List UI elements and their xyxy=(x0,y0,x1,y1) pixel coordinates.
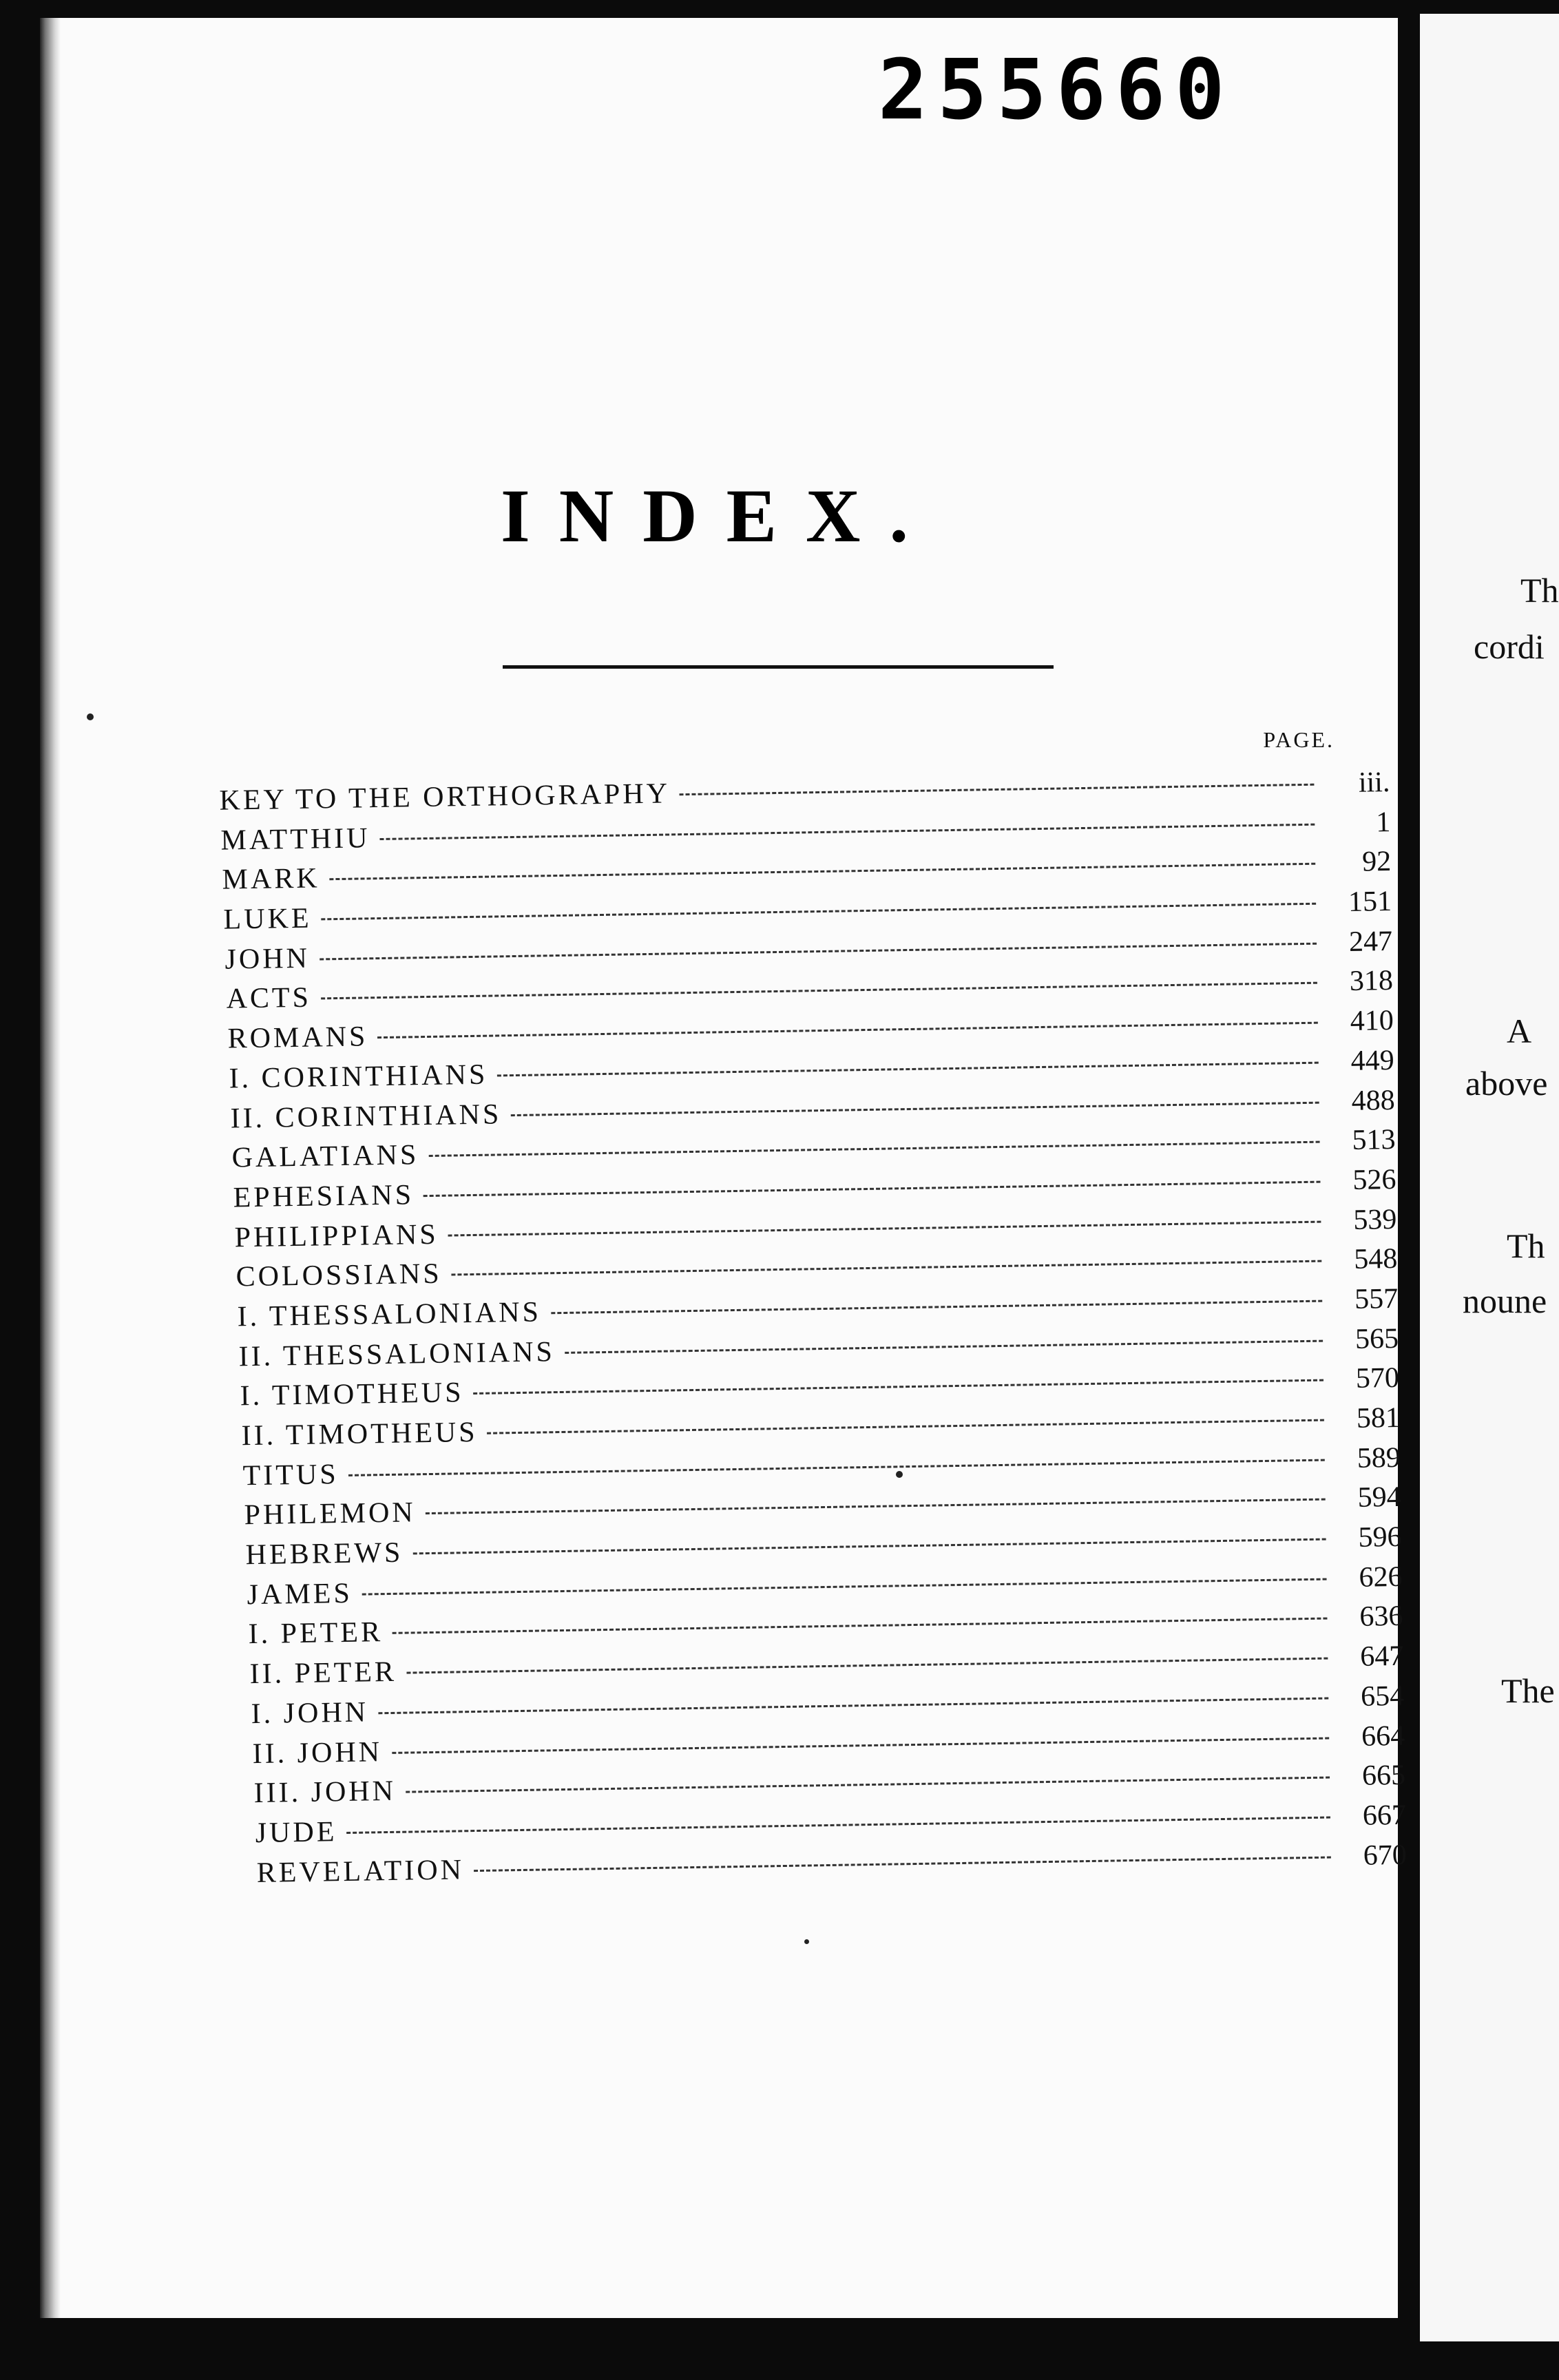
toc-entry-page-number: 667 xyxy=(1362,1799,1407,1832)
toc-entry-label: III. JOHN xyxy=(253,1775,397,1810)
toc-entry-label: ROMANS xyxy=(227,1021,368,1055)
toc-entry-label: TITUS xyxy=(242,1458,339,1492)
toc-entry-label: MARK xyxy=(222,862,320,897)
toc-entry-page-number: 449 xyxy=(1350,1044,1395,1077)
dot-leader xyxy=(406,1658,1328,1674)
dot-leader xyxy=(380,823,1315,839)
toc-entry-label: KEY TO THE ORTHOGRAPHY xyxy=(219,777,671,817)
toc-entry-label: COLOSSIANS xyxy=(236,1257,443,1293)
dot-leader xyxy=(551,1300,1322,1315)
toc-entry-label: REVELATION xyxy=(256,1853,465,1889)
toc-entry-page-number: 1 xyxy=(1375,806,1391,839)
toc-entry-page-number: 596 xyxy=(1358,1521,1402,1554)
toc-entry-label: I. THESSALONIANS xyxy=(237,1296,542,1333)
toc-entry-page-number: 565 xyxy=(1354,1322,1399,1355)
toc-entry-page-number: 626 xyxy=(1359,1560,1403,1594)
toc-entry-page-number: 151 xyxy=(1348,886,1392,919)
facing-text-line: Th xyxy=(1507,1226,1545,1265)
toc-entries xyxy=(219,766,1407,1897)
toc-entry-label: JAMES xyxy=(247,1577,353,1611)
dot-leader xyxy=(452,1260,1322,1276)
toc-entry-label: PHILEMON xyxy=(244,1496,417,1532)
dot-leader xyxy=(511,1101,1319,1116)
toc-entry-label: MATTHIU xyxy=(220,822,370,857)
page-edge xyxy=(40,18,61,2318)
toc-entry-page-number: 410 xyxy=(1350,1005,1394,1038)
dot-leader xyxy=(392,1737,1329,1753)
toc-entry-label: HEBREWS xyxy=(245,1536,404,1572)
dot-leader xyxy=(377,1022,1318,1038)
dot-leader xyxy=(330,863,1316,880)
dot-leader xyxy=(497,1061,1319,1076)
toc-entry-label: ACTS xyxy=(226,982,312,1016)
dot-leader xyxy=(322,903,1317,921)
toc-entry-label: I. JOHN xyxy=(251,1696,369,1730)
title-rule xyxy=(503,665,1054,669)
dot-leader xyxy=(423,1181,1321,1197)
toc-entry-page-number: 513 xyxy=(1352,1124,1396,1157)
dot-leader xyxy=(412,1538,1326,1555)
dot-leader xyxy=(348,1459,1325,1476)
toc-entry-label: II. PETER xyxy=(249,1656,397,1691)
dot-leader xyxy=(448,1220,1321,1236)
dot-leader xyxy=(406,1777,1330,1793)
toc-entry-page-number: 665 xyxy=(1361,1760,1406,1792)
dot-leader xyxy=(428,1141,1319,1157)
toc-entry-page-number: 318 xyxy=(1349,965,1394,998)
toc-entry-page-number: 589 xyxy=(1357,1441,1401,1474)
page-title: INDEX. xyxy=(501,474,937,558)
ink-speck xyxy=(804,1939,809,1944)
toc-entry-page-number: 664 xyxy=(1361,1720,1405,1753)
toc-entry-label: JUDE xyxy=(255,1816,337,1849)
dot-leader xyxy=(346,1816,1330,1833)
accession-number: 255660 xyxy=(878,43,1235,138)
toc-entry-page-number: 570 xyxy=(1355,1362,1400,1395)
toc-entry-page-number: 247 xyxy=(1348,925,1393,958)
toc-entry-label: PHILIPPIANS xyxy=(234,1218,439,1253)
dot-leader xyxy=(488,1419,1324,1434)
index-page xyxy=(40,18,1408,2318)
toc-entry-label: EPHESIANS xyxy=(233,1179,415,1214)
facing-text-line: cordi xyxy=(1474,627,1545,666)
toc-entry-page-number: 647 xyxy=(1359,1640,1404,1673)
toc-entry-label: JOHN xyxy=(224,942,311,976)
dot-leader xyxy=(362,1578,1327,1595)
facing-text-line: The xyxy=(1501,1671,1555,1710)
toc-entry-page-number: 526 xyxy=(1352,1163,1396,1196)
toc-entry-label: II. CORINTHIANS xyxy=(230,1098,502,1135)
toc-entry-page-number: iii. xyxy=(1358,766,1390,799)
toc-entry-page-number: 539 xyxy=(1352,1203,1397,1236)
toc-entry-label: I. TIMOTHEUS xyxy=(240,1377,464,1412)
toc-entry-page-number: 557 xyxy=(1354,1282,1399,1315)
facing-text-line: above xyxy=(1465,1064,1548,1103)
facing-page xyxy=(1420,14,1559,2341)
toc-entry-label: I. CORINTHIANS xyxy=(229,1058,488,1095)
dot-leader xyxy=(378,1697,1328,1714)
toc-entry-page-number: 488 xyxy=(1351,1084,1395,1117)
toc-entry-page-number: 670 xyxy=(1363,1839,1408,1872)
dot-leader xyxy=(393,1618,1327,1634)
dot-leader xyxy=(680,784,1314,795)
dot-leader xyxy=(474,1856,1331,1872)
dot-leader xyxy=(565,1339,1323,1353)
toc-entry-page-number: 92 xyxy=(1361,846,1392,879)
toc-entry-page-number: 581 xyxy=(1356,1401,1401,1434)
toc-entry-page-number: 548 xyxy=(1353,1243,1398,1276)
dot-leader xyxy=(320,942,1317,960)
toc-entry-page-number: 594 xyxy=(1357,1481,1402,1514)
dot-leader xyxy=(426,1499,1326,1515)
toc-entry-page-number: 636 xyxy=(1359,1600,1403,1633)
toc-entry-page-number: 654 xyxy=(1360,1680,1405,1713)
toc-entry-label: LUKE xyxy=(223,902,312,936)
dot-leader xyxy=(474,1379,1324,1395)
ink-speck xyxy=(87,713,94,720)
page-column-header: PAGE. xyxy=(1263,727,1335,752)
facing-text-line: A xyxy=(1507,1012,1532,1050)
facing-text-line: Th xyxy=(1520,571,1559,609)
toc-entry-label: II. THESSALONIANS xyxy=(238,1335,556,1372)
dot-leader xyxy=(321,982,1317,1000)
toc-entry-label: II. JOHN xyxy=(252,1735,383,1770)
facing-text-line: noune xyxy=(1463,1282,1547,1320)
toc-entry-label: I. PETER xyxy=(248,1616,384,1651)
toc-entry-label: GALATIANS xyxy=(231,1139,419,1174)
toc-entry-label: II. TIMOTHEUS xyxy=(241,1416,478,1452)
